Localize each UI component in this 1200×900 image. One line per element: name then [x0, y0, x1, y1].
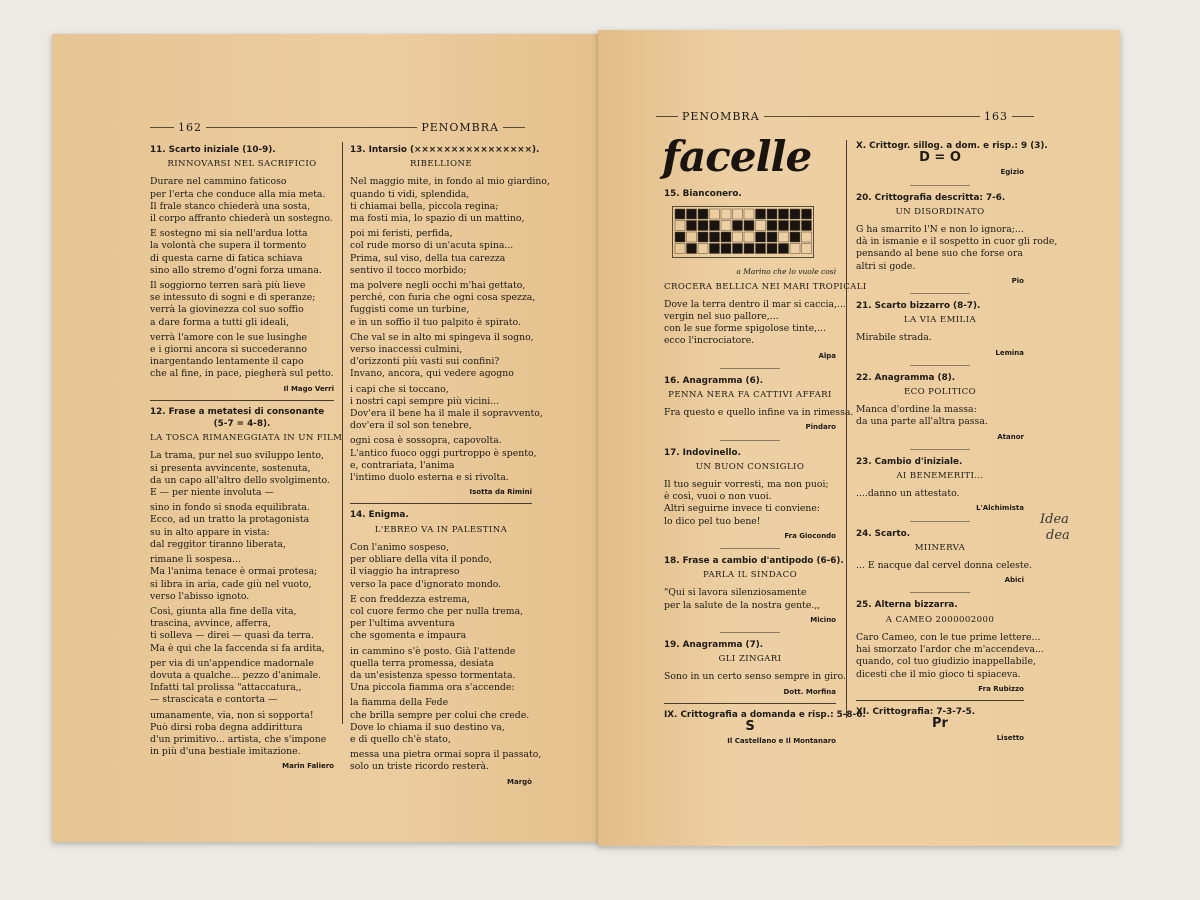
- section-title: facelle: [662, 132, 812, 181]
- grid-cell: [687, 209, 697, 219]
- verse-line: col cuore fermo che per nulla trema,: [350, 605, 524, 617]
- divider: [910, 521, 970, 522]
- verse-line: perché, con furia che ogni cosa spezza,: [350, 292, 536, 304]
- verse-line: ti solleva — direi — quasi da terra.: [150, 630, 314, 642]
- verse-line: ....danno un attestato.: [856, 488, 960, 500]
- verse-line: i nostri capi sempre più vicini...: [350, 395, 500, 407]
- puzzle-author: Fra Rubizzo: [978, 684, 1024, 693]
- verse-line: Ma l'anima tenace è ormai protesa;: [150, 566, 318, 578]
- verse-line: ti chiamai bella, piccola regina;: [350, 200, 499, 212]
- puzzle-subtitle: PARLA IL SINDACO: [702, 570, 798, 581]
- verse-line: dà in ismanie e il sospetto in cuor gli rode,: [856, 236, 1058, 248]
- puzzle-body: [856, 332, 1024, 344]
- verse-line: dov'era il sol son tenebre,: [350, 420, 472, 432]
- verse-line: che al fine, in pace, piegherà sul petto.: [150, 368, 334, 380]
- verse-line: per via di un'appendice madornale: [150, 657, 314, 669]
- verse-line: inargentando lentamente il capo: [150, 356, 304, 368]
- verse-line: La trama, pur nel suo sviluppo lento,: [150, 450, 324, 462]
- verse-line: e di quello ch'è stato,: [350, 733, 451, 745]
- grid-cell: [756, 221, 766, 231]
- puzzle-title: 12. Frase a metatesi di consonante: [150, 406, 325, 417]
- grid-cell: [710, 221, 720, 231]
- divider: [910, 449, 970, 450]
- verse-line: verso inaccessi culmini,: [350, 344, 463, 356]
- grid-cell: [744, 244, 754, 254]
- verse-line: e, contrariata, l'anima: [350, 459, 455, 471]
- puzzle-title: X. Crittogr. sillog. a dom. e risp.: 9 (3).: [856, 141, 1048, 151]
- divider: [856, 700, 1024, 701]
- verse-line: per l'erta che conduce alla mia meta.: [150, 188, 326, 200]
- verse-line: sentivo il tocco morbido;: [350, 264, 467, 276]
- puzzle-subtitle: GLI ZINGARI: [718, 654, 782, 665]
- verse-line: su in alto appare in vista:: [150, 526, 270, 538]
- puzzle-author: Abici: [1004, 576, 1024, 585]
- puzzle-body: [856, 404, 1024, 428]
- verse-line: sino in fondo si snoda equilibrata.: [150, 502, 310, 514]
- puzzle-author: Il Mago Verri: [283, 384, 334, 393]
- puzzle-subtitle: AI BENEMERITI...: [896, 471, 984, 482]
- verse-line: pensando al bene suo che forse ora: [856, 248, 1023, 260]
- grid-cell: [790, 232, 800, 242]
- verse-line: da una parte all'altra passa.: [856, 416, 988, 428]
- puzzle-author: Pindaro: [805, 423, 836, 432]
- puzzle-author: Micino: [810, 615, 836, 624]
- grid-cell: [779, 244, 789, 254]
- grid-cell: [687, 244, 697, 254]
- divider: [150, 400, 334, 401]
- verse-line: Altri seguirne invece ti conviene:: [664, 503, 821, 515]
- verse-line: la volontà che supera il tormento: [150, 240, 307, 252]
- verse-line: E sostegno mi sia nell'ardua lotta: [150, 228, 308, 240]
- puzzle-answer: D = O: [919, 150, 961, 166]
- verse-line: d'orizzonti più vasti sui confini?: [350, 356, 500, 368]
- puzzle-subtitle: RINNOVARSI NEL SACRIFICIO: [167, 159, 317, 170]
- verse-line: ecco l'incrociatore.: [664, 335, 755, 347]
- puzzle-body: [856, 631, 1044, 681]
- grid-cell: [767, 232, 777, 242]
- grid-cell: [721, 209, 731, 219]
- grid-cell: [698, 209, 708, 219]
- verse-line: Prima, sul viso, della tua carezza: [350, 252, 506, 264]
- puzzle-author: Fra Giocondo: [784, 531, 836, 540]
- grid-cell: [767, 221, 777, 231]
- column-divider: [342, 142, 343, 724]
- puzzle-title: 25. Alterna bizzarra.: [856, 600, 958, 611]
- verse-line: Fra questo e quello infine va in rimessa.: [664, 407, 854, 419]
- divider: [910, 592, 970, 593]
- puzzle-subtitle: UN DISORDINATO: [895, 206, 985, 217]
- puzzle-title: 17. Indovinello.: [664, 447, 741, 458]
- puzzle-body: [856, 560, 1033, 572]
- verse-line: quando, col tuo giudizio inappellabile,: [856, 656, 1036, 668]
- grid-cell: [721, 244, 731, 254]
- verse-line: fuggisti come un turbine,: [350, 304, 470, 316]
- puzzle-author: Alpa: [818, 351, 836, 360]
- grid-cell: [733, 209, 743, 219]
- verse-line: verrà la giovinezza col suo soffio: [150, 304, 304, 316]
- grid-cell: [802, 244, 812, 254]
- verse-line: il viaggio ha intrapreso: [350, 566, 460, 578]
- puzzle-title: 11. Scarto iniziale (10-9).: [150, 145, 276, 155]
- puzzle-author: Pio: [1011, 276, 1024, 285]
- verse-line: ma fosti mia, lo spazio di un mattino,: [350, 213, 525, 225]
- verse-line: vergin nel suo pallore,...: [664, 311, 779, 323]
- verse-line: ... E nacque dal cervel donna celeste.: [856, 560, 1033, 572]
- verse-line: che brilla sempre per colui che crede.: [350, 709, 530, 721]
- verse-line: Che val se in alto mi spingeva il sogno,: [350, 331, 534, 343]
- verse-line: Ecco, ad un tratto la protagonista: [150, 514, 310, 526]
- puzzle-subtitle: CROCERA BELLICA NEI MARI TROPICALI: [664, 281, 867, 292]
- puzzle-answer: S: [745, 719, 755, 735]
- divider: [664, 703, 836, 704]
- puzzle-title: 20. Crittografia descritta: 7-6.: [856, 192, 1006, 203]
- page-number: 163: [984, 110, 1008, 123]
- verse-line: Il frale stanco chiederà una sosta,: [150, 200, 311, 212]
- puzzle-answer: Pr: [932, 716, 948, 732]
- header-title: PENOMBRA: [421, 121, 499, 134]
- verse-line: rimane lì sospesa...: [150, 554, 241, 566]
- grid-cell: [675, 232, 685, 242]
- bianconero-grid: [672, 206, 814, 258]
- grid-cell: [802, 209, 812, 219]
- verse-line: Invano, ancora, qui vedere agogno: [350, 368, 514, 380]
- grid-cell: [790, 244, 800, 254]
- verse-line: dal reggitor tiranno liberata,: [150, 538, 286, 550]
- verse-line: quando ti vidi, splendida,: [350, 188, 470, 200]
- page-number: 162: [178, 121, 202, 134]
- grid-cell: [767, 244, 777, 254]
- puzzle-title: 16. Anagramma (6).: [664, 375, 764, 386]
- verse-line: Sono in un certo senso sempre in giro.: [664, 671, 846, 683]
- verse-line: verso l'abisso ignoto.: [150, 590, 250, 602]
- verse-line: ma polvere negli occhi m'hai gettato,: [350, 280, 526, 292]
- puzzle-title: 15. Bianconero.: [664, 189, 742, 199]
- verse-line: Durare nel cammino faticoso: [150, 176, 287, 188]
- grid-cell: [756, 244, 766, 254]
- verse-line: d'un primitivo... artista, che s'impone: [150, 733, 327, 745]
- verse-line: i capi che si toccano,: [350, 383, 449, 395]
- verse-line: trascina, avvince, afferra,: [150, 618, 271, 630]
- grid-cell: [802, 232, 812, 242]
- verse-line: Può dirsi roba degna addirittura: [150, 721, 303, 733]
- grid-cell: [744, 221, 754, 231]
- verse-line: a dare forma a tutti gli ideali,: [150, 316, 290, 328]
- grid-cell: [756, 232, 766, 242]
- grid-cell: [733, 244, 743, 254]
- grid-cell: [710, 209, 720, 219]
- puzzle-body: [856, 488, 1024, 500]
- verse-line: G ha smarrito l'N e non lo ignora;...: [856, 224, 1024, 236]
- grid-cell: [744, 232, 754, 242]
- puzzle-body: [664, 407, 854, 419]
- divider: [350, 503, 532, 504]
- puzzle-subtitle: LA VIA EMILIA: [903, 315, 977, 326]
- verse-line: da un capo all'altro dello svolgimento.: [150, 474, 330, 486]
- handwritten-line: dea: [1046, 528, 1070, 543]
- grid-cell: [675, 221, 685, 231]
- verse-line: Caro Cameo, con le tue prime lettere...: [856, 631, 1041, 643]
- puzzle-body: [664, 298, 846, 348]
- grid-cell: [744, 209, 754, 219]
- puzzle-title: 23. Cambio d'iniziale.: [856, 456, 963, 467]
- puzzle-author: Margò: [507, 777, 532, 786]
- verse-line: per obliare della vita il pondo,: [350, 554, 493, 566]
- verse-line: che sgomenta e impaura: [350, 630, 467, 642]
- verse-line: in cammino s'è posto. Già l'attende: [350, 645, 516, 657]
- divider: [910, 365, 970, 366]
- verse-line: Infatti tal prolissa "attaccatura,,: [150, 682, 302, 694]
- verse-line: Dove lo chiama il suo destino va,: [350, 721, 505, 733]
- verse-line: dovuta a qualche... pezzo d'animale.: [150, 669, 322, 681]
- puzzle-title: 19. Anagramma (7).: [664, 640, 764, 651]
- right-page-header: [656, 110, 1034, 123]
- puzzle-title: 24. Scarto.: [856, 528, 911, 539]
- puzzle-body: [664, 479, 836, 528]
- puzzle-title: IX. Crittografia a domanda e risp.: 5-8-6.: [664, 709, 866, 720]
- verse-line: Una piccola fiamma ora s'accende:: [350, 682, 515, 694]
- puzzle-subtitle: UN BUON CONSIGLIO: [695, 461, 805, 472]
- puzzle-dedication: a Marino che lo vuole così: [736, 267, 836, 277]
- grid-cell: [698, 244, 708, 254]
- grid-cell: [779, 232, 789, 242]
- puzzle-author: Marin Faliero: [282, 762, 334, 771]
- puzzle-subtitle: ECO POLITICO: [903, 387, 977, 398]
- verse-line: e i giorni ancora si succederanno: [150, 344, 307, 356]
- column-divider: [846, 140, 847, 718]
- puzzle-title: 14. Enigma.: [350, 510, 409, 521]
- verse-line: per l'ultima avventura: [350, 618, 455, 630]
- puzzle-body: [664, 587, 836, 611]
- grid-cell: [721, 221, 731, 231]
- grid-cell: [710, 232, 720, 242]
- verse-line: Il soggiorno terren sarà più lieve: [150, 280, 306, 292]
- verse-line: col rude morso di un'acuta spina...: [350, 240, 514, 252]
- header-title: PENOMBRA: [682, 110, 760, 123]
- verse-line: solo un triste ricordo resterà.: [350, 761, 490, 773]
- verse-line: E — per niente involuta —: [150, 487, 274, 499]
- puzzle-author: L'Alchimista: [976, 504, 1024, 513]
- puzzle-subtitle: PENNA NERA FA CATTIVI AFFARI: [668, 390, 832, 401]
- puzzle-body: [350, 176, 550, 484]
- grid-cell: [733, 221, 743, 231]
- puzzle-author: Lisetto: [996, 734, 1024, 743]
- verse-line: dicesti che il mio gioco ti spiaceva.: [856, 668, 1021, 680]
- verse-line: Ma è qui che la faccenda si fa ardita,: [150, 642, 325, 654]
- divider: [720, 548, 780, 549]
- verse-line: Mirabile strada.: [856, 332, 932, 344]
- verse-line: la fiamma della Fede: [350, 697, 449, 709]
- verse-line: è così, vuoi o non vuoi.: [664, 491, 772, 503]
- grid-cell: [675, 209, 685, 219]
- verse-line: ogni cosa è sossopra, capovolta.: [350, 435, 502, 447]
- divider: [910, 185, 970, 186]
- verse-line: poi mi feristi, perfida,: [350, 228, 453, 240]
- puzzle-title: 22. Anagramma (8).: [856, 372, 956, 383]
- divider: [720, 440, 780, 441]
- puzzle-subtitle: LA TOSCA RIMANEGGIATA IN UN FILM: [150, 433, 343, 444]
- puzzle-author: Dott. Morfina: [783, 687, 836, 696]
- grid-cell: [767, 209, 777, 219]
- grid-cell: [675, 244, 685, 254]
- puzzle-author: Egizio: [1000, 168, 1024, 177]
- puzzle-author: Il Castellano e Il Montanaro: [727, 737, 836, 746]
- puzzle-title: XI. Crittografia: 7-3-7-5.: [856, 706, 976, 717]
- puzzle-subtitle: A CAMEO 2000002000: [885, 614, 995, 625]
- divider: [720, 368, 780, 369]
- grid-cell: [721, 232, 731, 242]
- puzzle-title: 13. Intarsio (××××××××××××××××).: [350, 145, 540, 155]
- verse-line: lo dico pel tuo bene!: [664, 515, 761, 527]
- grid-cell: [802, 221, 812, 231]
- verse-line: messa una pietra ormai sopra il passato,: [350, 749, 542, 761]
- grid-cell: [733, 232, 743, 242]
- verse-line: il corpo affranto chiederà un sostegno.: [150, 213, 333, 225]
- verse-line: quella terra promessa, desiata: [350, 657, 494, 669]
- grid-cell: [756, 209, 766, 219]
- divider: [910, 293, 970, 294]
- grid-cell: [698, 232, 708, 242]
- divider: [720, 632, 780, 633]
- verse-line: per la salute de la nostra gente.,,: [664, 599, 821, 611]
- verse-line: "Qui si lavora silenziosamente: [664, 587, 807, 599]
- verse-line: e in un soffio il tuo palpito è spirato.: [350, 316, 521, 328]
- left-page-header: [150, 121, 525, 134]
- verse-line: umanamente, via, non si sopporta!: [150, 709, 314, 721]
- verse-line: l'intimo duolo esterna e si rivolta.: [350, 472, 509, 484]
- verse-line: Dov'era il bene ha il male il sopravvento,: [350, 408, 543, 420]
- verse-line: si libra in aria, cade giù nel vuoto,: [150, 578, 312, 590]
- handwritten-line: Idea: [1040, 512, 1069, 527]
- verse-line: Dove la terra dentro il mar si caccia,...: [664, 298, 846, 310]
- puzzle-body: [150, 450, 334, 758]
- verse-line: altri si gode.: [856, 260, 916, 272]
- puzzle-body: [664, 671, 846, 683]
- verse-line: in più d'una bestiale imitazione.: [150, 746, 301, 758]
- verse-line: con le sue forme spigolose tinte,...: [664, 323, 826, 335]
- puzzle-author: Isotta da Rimini: [469, 488, 532, 497]
- grid-cell: [779, 221, 789, 231]
- verse-line: verso la pace d'ignorato mondo.: [350, 578, 502, 590]
- grid-cell: [779, 209, 789, 219]
- grid-cell: [710, 244, 720, 254]
- grid-cell: [687, 221, 697, 231]
- puzzle-subtitle: MIINERVA: [914, 542, 966, 553]
- puzzle-subtitle: L'EBREO VA IN PALESTINA: [374, 524, 508, 535]
- puzzle-title: 18. Frase a cambio d'antipodo (6-6).: [664, 556, 844, 567]
- verse-line: di questa carne di fatica schiava: [150, 252, 303, 264]
- grid-cell: [790, 209, 800, 219]
- verse-line: hai smorzato l'ardor che m'accendeva...: [856, 644, 1044, 656]
- verse-line: si presenta avvincente, sostenuta,: [150, 462, 311, 474]
- puzzle-body: [150, 176, 334, 380]
- puzzle-body: [350, 541, 542, 774]
- grid-cell: [687, 232, 697, 242]
- left-column-2: [350, 144, 550, 788]
- verse-line: sino allo stremo d'ogni forza umana.: [150, 264, 322, 276]
- verse-line: Nel maggio mite, in fondo al mio giardino,: [350, 176, 550, 188]
- puzzle-title: 21. Scarto bizzarro (8-7).: [856, 301, 981, 312]
- grid-cell: [698, 221, 708, 231]
- puzzle-author: Atanor: [997, 432, 1024, 441]
- grid-cell: [790, 221, 800, 231]
- verse-line: Manca d'ordine la massa:: [856, 404, 977, 416]
- verse-line: Il tuo seguir vorresti, ma non puoi;: [664, 479, 829, 491]
- verse-line: Con l'animo sospeso,: [350, 541, 449, 553]
- verse-line: verrà l'amore con le sue lusinghe: [150, 331, 308, 343]
- verse-line: E con freddezza estrema,: [350, 593, 470, 605]
- verse-line: L'antico fuoco oggi purtroppo è spento,: [350, 447, 537, 459]
- left-column-1: [150, 144, 343, 773]
- handwritten-note: [1040, 512, 1070, 544]
- puzzle-subtitle: RIBELLIONE: [409, 159, 473, 170]
- verse-line: Così, giunta alla fine della vita,: [150, 605, 297, 617]
- puzzle-body: [856, 224, 1058, 273]
- verse-line: da un'esistenza spesso tormentata.: [350, 669, 516, 681]
- puzzle-author: Lemina: [995, 348, 1024, 357]
- right-column-1: [664, 188, 867, 748]
- verse-line: se intessuto di sogni e di speranze;: [150, 292, 316, 304]
- puzzle-title-cont: (5-7 = 4-8).: [213, 419, 271, 430]
- verse-line: — strascicata e contorta —: [150, 694, 278, 706]
